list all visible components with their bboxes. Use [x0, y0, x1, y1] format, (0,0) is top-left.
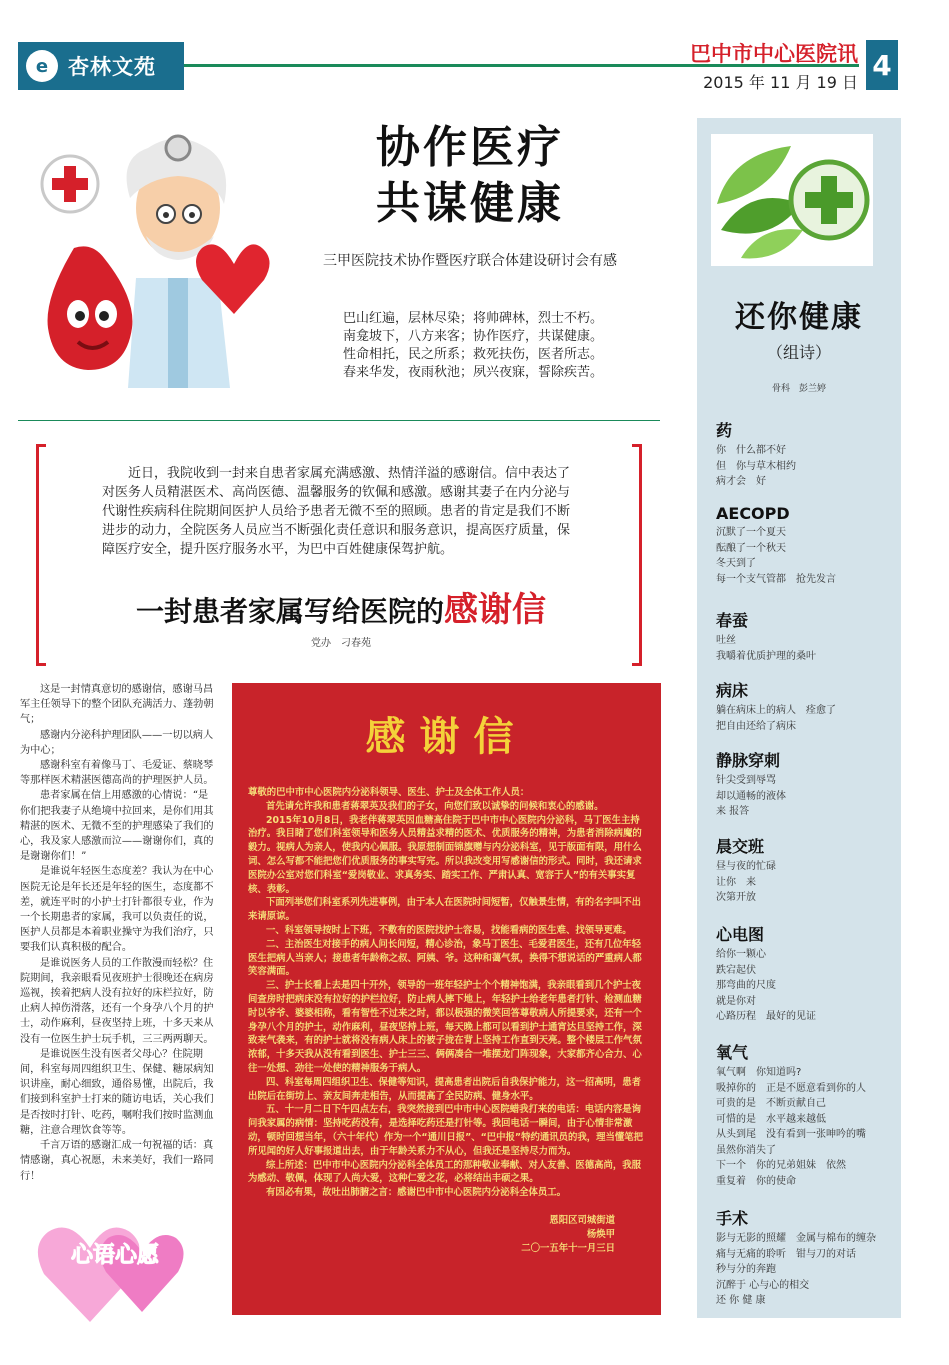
bracket-right — [632, 444, 642, 666]
poem-section — [716, 748, 896, 820]
letter-image-title: 感谢信 — [365, 714, 528, 760]
letter-paragraph: 首先请允许我和患者蒋翠英及我们的子女，向您们致以诚挚的问候和衷心的感谢。 — [266, 800, 604, 812]
hospital-logo-icon: e — [26, 50, 58, 82]
letter-headline-highlight: 感谢信 — [444, 590, 546, 630]
poem-line: 吐丝 — [716, 635, 736, 646]
body-paragraph: 是谁说年轻医生态度差？我认为在中心医院无论是年长还是年轻的医生，态度都不差，就连平时的小护士打针都很专业，作为一个长期患者的家属，我可以负责任的说，医护人员都是本着职业操守为我们治疗，只要我们认真积极的配合。 — [20, 866, 214, 954]
poem-line: 却以通畅的液体 — [716, 790, 786, 802]
letter-signature — [248, 1214, 645, 1256]
poem-line: 针尖受到辱骂 — [716, 775, 776, 786]
signature-line: 二〇一五年十一月三日 — [521, 1242, 615, 1254]
sidebar-author: 骨科 彭兰婷 — [771, 384, 826, 394]
poem-line: 冬天到了 — [716, 558, 756, 569]
letter-paragraph: 2015年10月8日，我老伴蒋翠英因血糖高住院于巴中市中心医院内分泌科，马丁医生主持治疗。我目睹了您们科室领导和医务人员精益求精的医术、优质服务的精神，为患者消除病魔的毅力。视病人为亲人，使我内心佩服。我原想制面锦旗赠与内分泌科室，见于版面有限，用什么词、怎么写都不能把您们优质服务的事实写完。所以我改变用写感谢信的形式。同时，我还请求医院办公室对您们科室“爱岗敬业、求真务实、踏实工作、严肃认真、宽容于人”的有关事实复核、表彰。 — [248, 814, 642, 895]
poem-title: AECOPD — [716, 504, 790, 523]
sidebar-subtitle: （组诗） — [766, 343, 831, 362]
poem-line: 春来华发，夜雨秋池；夙兴夜寐，誓除疾苦。 — [343, 365, 604, 380]
letter-image-body — [248, 786, 645, 1200]
poem-line: 虽然你消失了 — [716, 1144, 776, 1156]
body-paragraph: 患者家属在信上用感激的心情说：“是你们把我妻子从绝境中拉回来，是你们用其精湛的医术、无微不至的护理感染了我们的心，我及家人感激而泣——谢谢你们，真的是谢谢你们！” — [20, 790, 214, 863]
poem-section — [716, 418, 896, 490]
poem-line: 跌宕起伏 — [716, 964, 756, 976]
poem-section — [716, 922, 896, 1025]
body-paragraph: 感谢科室有着像马丁、毛爱证、蔡晓琴等那样医术精湛医德高尚的护理医护人员。 — [20, 760, 214, 787]
poem-line: 把自由还给了病床 — [716, 720, 796, 732]
poem-line: 就是你对 — [716, 995, 756, 1007]
letter-paragraph: 一、科室领导按时上下班，不敷有的医院找护士容易，找能看病的医生难、找领导更难。 — [266, 924, 632, 936]
main-title-line2: 共谋健康 — [376, 178, 564, 229]
poem-line: 沉醉于 心与心的相交 — [716, 1279, 810, 1291]
main-title — [300, 120, 640, 232]
bracket-left — [36, 444, 46, 666]
letter-paragraph: 五、十一月二日下午四点左右，我突然接到巴中市中心医院蜡我打来的电话：电话内容是询问我家属的病情：坚持吃药没有，是选择吃药还是打针等。我回电话一瞬间，由于心情非常激动，顿时回想当年，（六十年代）作为一个“通川日报”、“巴中报”特约通讯员的我，理当懂笔把所见闻的好人好事报道出去，由于年龄关系力不从心，但我还是坚持尽力而为。 — [248, 1104, 643, 1157]
poem-line: 次第开放 — [716, 892, 756, 903]
poem-title: 病床 — [716, 681, 749, 700]
poem-section — [716, 608, 896, 664]
poem-section — [716, 1206, 896, 1309]
sidebar-title: 还你健康 — [735, 300, 863, 335]
poem-line: 南龛坡下，八方来客；协作医疗，共谋健康。 — [343, 329, 604, 344]
letter-headline — [66, 582, 616, 631]
poem-line: 沉默了一个夏天 — [716, 527, 786, 538]
poem-title: 晨交班 — [716, 837, 765, 856]
letter-paragraph: 综上所述：巴中市中心医院内分泌科全体员工的那种敬业奉献、对人友善、医德高尚，我服为感动、敬佩，体现了人尚大爱，这种仁爱之花，必将结出丰硕之果。 — [248, 1159, 642, 1185]
byline: 党办 刁春苑 — [311, 638, 371, 649]
body-paragraph: 是谁说医务人员的工作散漫而轻松？住院期间，我亲眼看见夜班护士很晚还在病房巡视，挨着把病人没有拉好的床栏拉好，防止病人掉伤滑落，还有一个身孕八个月的护士，动作麻利，昼夜坚持上班，十多天来从没有一位医生护士玩手机，三三两两聊天。 — [20, 957, 214, 1045]
section-divider — [18, 420, 660, 421]
poem-line: 氧气啊 你知道吗? — [716, 1067, 802, 1078]
green-cross-leaf-icon — [711, 134, 873, 266]
poem-line: 每一个支气管都 抢先发言 — [716, 573, 836, 585]
body-paragraph: 是谁说医生没有医者父母心？住院期间，科室每周四组织卫生、保健、糖尿病知识讲座，耐心细致，通俗易懂，出院后，我们接到科室护士打来的随访电话，关心我们是否按时打针、吃药，嘱咐我们按时监测血糖，注意合理饮食等等。 — [20, 1048, 214, 1136]
poem-line: 昼与夜的忙碌 — [716, 861, 776, 872]
article-body — [20, 682, 216, 1184]
poem-title: 氧气 — [716, 1043, 749, 1062]
heart-label: 心语心愿 — [70, 1243, 160, 1268]
doctor-cartoon-illustration — [18, 118, 280, 388]
letter-paragraph: 三、护士长看上去是四十开外，领导的一班年轻护士个个精神饱满，我亲眼看到几个护士夜间查房时把病床没有拉好的护栏拉好，防止病人摔下地上，年轻护士给老年患者打针、检测血糖时以爷爷、婆婆相称，看有智性不过来之时，都以极强的微笑回答尊敬病人所提要求，还有一个身孕八个月的护士，动作麻利，昼夜坚持上班，每天晚上都可以看到护士通宵达旦坚持工作，深致来气袭来，有的护士就将没有病人床上的被子拢在背上坚持工作直到天亮。整个楼层工作气氛浓郁，十多天我从没有看到医生、护士三三、俩俩凑合一堆摆龙门阵现象，大家都齐心合力、心往一处想、劲往一处使的精神服务于病人。 — [248, 980, 642, 1074]
letter-headline-prefix: 一封患者家属写给医院的 — [135, 595, 444, 628]
intro-poem — [343, 310, 643, 382]
poem-section — [716, 834, 896, 906]
poem-sidebar — [697, 118, 901, 1318]
signature-line: 杨焕甲 — [586, 1228, 615, 1240]
body-paragraph: 这是一封情真意切的感谢信，感谢马昌军主任领导下的整个团队充满活力、蓬勃朝气； — [20, 684, 214, 726]
paper-name: 巴中市中心医院讯 — [690, 42, 858, 66]
poem-line: 给你一颗心 — [716, 949, 766, 960]
body-paragraph: 感谢内分泌科护理团队——一切以病人为中心； — [20, 729, 214, 756]
letter-intro-box — [36, 444, 642, 666]
poem-line: 酝酿了一个秋天 — [716, 542, 786, 554]
body-paragraph: 千言万语的感谢汇成一句祝福的话：真情感谢，真心祝愿，未来美好，我们一路同行！ — [20, 1140, 214, 1182]
sub-title: 三甲医院技术协作暨医疗联合体建设研讨会有感 — [323, 253, 617, 269]
paper-date: 2015 年 11 月 19 日 — [703, 73, 858, 92]
poem-line: 吸掉你的 正是不愿意看到你的人 — [716, 1082, 866, 1094]
poem-line: 下一个 你的兄弟姐妹 依然 — [716, 1160, 846, 1171]
poem-line: 心路历程 最好的见证 — [716, 1011, 816, 1022]
poem-section — [716, 678, 896, 734]
poem-line: 痛与无痛的聆听 钳与刀的对话 — [716, 1248, 856, 1260]
thank-you-letter-image — [232, 683, 661, 1315]
poem-title: 药 — [716, 421, 733, 440]
page-number: 4 — [866, 40, 898, 90]
poem-title: 手术 — [716, 1209, 749, 1228]
poem-section — [716, 1040, 896, 1189]
poem-line: 躺在病床上的病人 痊愈了 — [716, 705, 836, 716]
poem-line: 影与无影的照耀 金属与棉布的缠杂 — [716, 1233, 876, 1244]
poem-title: 春蚕 — [716, 611, 749, 630]
poem-title: 静脉穿刺 — [716, 751, 781, 770]
poem-line: 性命相托，民之所系；救死扶伤，医者所志。 — [343, 347, 604, 362]
letter-paragraph: 四、科室每周四组织卫生、保健等知识，提高患者出院后自我保护能力，这一招高明，患者出院后在街坊上、亲友间奔走相告，从而提高了全民防病、健身水平。 — [248, 1076, 642, 1102]
poem-line: 巴山红遍，层林尽染；将帅碑林，烈士不朽。 — [343, 311, 604, 326]
poem-line: 可贵的是 不断贡献自己 — [716, 1098, 826, 1109]
letter-paragraph: 二、主治医生对接手的病人问长问短，精心诊治，象马丁医生、毛爱君医生，还有几位年轻医生把病人当亲人；接患者年龄称之叔、阿姨、爷。这种和蔼气氛，换得不想说话的严重病人都笑容满面。 — [248, 938, 642, 978]
poem-line: 但 你与草木相约 — [716, 460, 796, 472]
poem-line: 可惜的是 水平越来越低 — [716, 1113, 826, 1125]
poem-line: 来 报答 — [716, 806, 750, 817]
signature-line: 恩阳区司城街道 — [549, 1214, 615, 1226]
main-title-line1: 协作医疗 — [376, 122, 564, 173]
hearts-illustration — [30, 1218, 200, 1328]
column-name: 杏林文苑 — [68, 55, 156, 79]
poem-line: 重复着 你的使命 — [716, 1175, 796, 1187]
letter-intro-text: 近日，我院收到一封来自患者家属充满感激、热情洋溢的感谢信。信中表达了对医务人员精湛医术、高尚医德、温馨服务的钦佩和感激。感谢其妻子在内分泌与代谢性疾病科住院期间医护人员给予患者无微不至的照顾。患者的肯定是我们不断进步的动力，全院医务人员应当不断强化责任意识和服务意识，提高医疗质量，保障医疗安全，提升医疗服务水平，为巴中百姓健康保驾护航。 — [102, 466, 571, 557]
poem-line: 病才会 好 — [716, 476, 766, 487]
poem-line: 秒与分的奔跑 — [716, 1264, 776, 1275]
letter-greeting: 尊敬的巴中市中心医院内分泌科领导、医生、护士及全体工作人员： — [248, 787, 530, 798]
letter-paragraph: 有因必有果，故吐出肺腑之言：感谢巴中市中心医院内分泌科全体员工。 — [266, 1187, 567, 1199]
letter-paragraph: 下面列举您们科室系列先进事例，由于本人在医院时间短暂，仅触景生情，有的名字叫不出来请原谅。 — [248, 897, 642, 923]
poem-line: 还 你 健 康 — [716, 1295, 766, 1306]
poem-line: 你 什么都不好 — [716, 445, 786, 456]
column-badge — [18, 42, 184, 90]
poem-section — [716, 504, 896, 587]
poem-line: 让你 来 — [716, 876, 756, 888]
poem-line: 从头到尾 没有看到一张呻吟的嘴 — [716, 1129, 866, 1140]
poem-line: 我嚼着优质护理的桑叶 — [716, 650, 816, 662]
poem-line: 那弯曲的尺度 — [716, 980, 776, 991]
poem-title: 心电图 — [716, 925, 765, 944]
